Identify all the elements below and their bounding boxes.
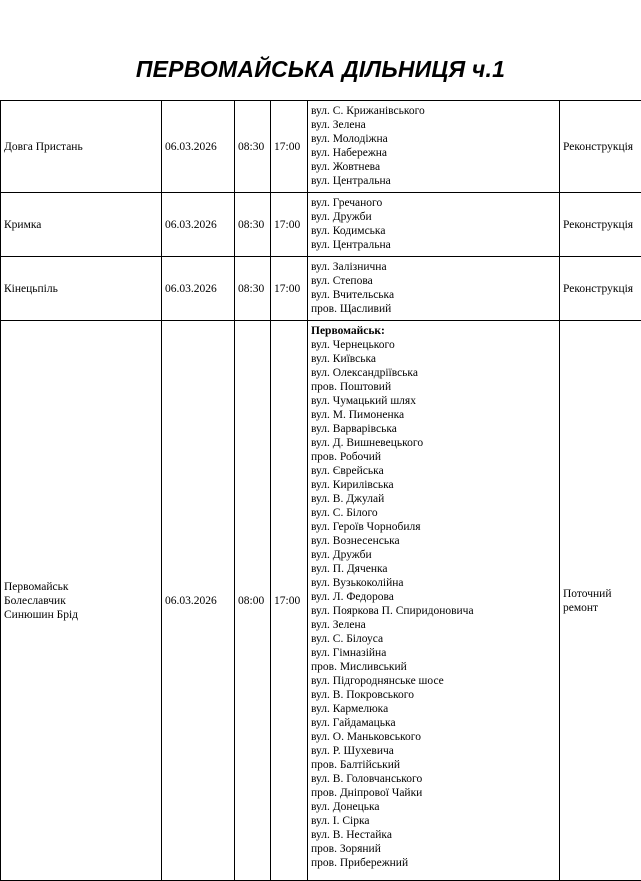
- street-item: вул. Степова: [311, 274, 556, 288]
- work-type-text: Реконструкція: [563, 218, 641, 232]
- table-row: [1, 193, 641, 257]
- street-item: вул. Центральна: [311, 238, 556, 252]
- streets-city-heading: Первомайськ:: [311, 324, 556, 338]
- street-item: вул. С. Білого: [311, 506, 556, 520]
- street-item: вул. В. Покровського: [311, 688, 556, 702]
- start-time-cell: 08:30: [235, 257, 271, 321]
- locality-name: Синюшин Брід: [4, 608, 158, 622]
- street-item: вул. І. Сірка: [311, 814, 556, 828]
- work-type-text: Поточний: [563, 587, 641, 601]
- start-time-cell: 08:30: [235, 193, 271, 257]
- work-type-cell: [560, 321, 641, 881]
- streets-cell: [308, 101, 560, 193]
- date-cell: 06.03.2026: [162, 193, 235, 257]
- locality-cell: [1, 321, 162, 881]
- work-type-cell: [560, 101, 641, 193]
- street-item: вул. В. Головчанського: [311, 772, 556, 786]
- street-item: вул. Пояркова П. Спиридоновича: [311, 604, 556, 618]
- start-time-cell: 08:00: [235, 321, 271, 881]
- street-item: вул. Молодіжна: [311, 132, 556, 146]
- end-time-cell: 17:00: [271, 193, 308, 257]
- street-item: вул. М. Пимоненка: [311, 408, 556, 422]
- street-item: вул. Вузькоколійна: [311, 576, 556, 590]
- work-type-text: ремонт: [563, 601, 641, 615]
- street-item: вул. Набережна: [311, 146, 556, 160]
- street-item: вул. Дружби: [311, 548, 556, 562]
- street-item: вул. Зелена: [311, 618, 556, 632]
- street-item: пров. Мисливський: [311, 660, 556, 674]
- street-item: вул. С. Білоуса: [311, 632, 556, 646]
- street-item: вул. П. Дяченка: [311, 562, 556, 576]
- work-type-text: Реконструкція: [563, 282, 641, 296]
- street-item: вул. Героїв Чорнобиля: [311, 520, 556, 534]
- street-item: вул. Варварівська: [311, 422, 556, 436]
- street-item: вул. Жовтнева: [311, 160, 556, 174]
- streets-cell: [308, 321, 560, 881]
- street-item: вул. Кирилівська: [311, 478, 556, 492]
- end-time-cell: 17:00: [271, 257, 308, 321]
- street-item: вул. С. Крижанівського: [311, 104, 556, 118]
- street-item: вул. Дружби: [311, 210, 556, 224]
- street-item: пров. Зоряний: [311, 842, 556, 856]
- end-time-cell: 17:00: [271, 321, 308, 881]
- work-type-text: Реконструкція: [563, 140, 641, 154]
- street-item: вул. Р. Шухевича: [311, 744, 556, 758]
- street-item: вул. Київська: [311, 352, 556, 366]
- work-type-cell: [560, 257, 641, 321]
- street-item: пров. Поштовий: [311, 380, 556, 394]
- locality-cell: [1, 101, 162, 193]
- locality-name: Кримка: [4, 218, 158, 232]
- locality-name: Довга Пристань: [4, 140, 158, 154]
- street-item: пров. Прибережний: [311, 856, 556, 870]
- street-item: вул. Чернецького: [311, 338, 556, 352]
- end-time-cell: 17:00: [271, 101, 308, 193]
- street-item: вул. В. Джулай: [311, 492, 556, 506]
- locality-cell: [1, 193, 162, 257]
- street-item: вул. Підгороднянське шосе: [311, 674, 556, 688]
- page-title: ПЕРВОМАЙСЬКА ДІЛЬНИЦЯ ч.1: [0, 56, 641, 83]
- street-item: вул. Єврейська: [311, 464, 556, 478]
- street-item: пров. Дніпрової Чайки: [311, 786, 556, 800]
- schedule-body: [1, 101, 641, 881]
- street-item: пров. Щасливий: [311, 302, 556, 316]
- street-item: вул. Кодимська: [311, 224, 556, 238]
- locality-name: Болеславчик: [4, 594, 158, 608]
- street-item: пров. Робочий: [311, 450, 556, 464]
- street-item: вул. Кармелюка: [311, 702, 556, 716]
- table-row: [1, 257, 641, 321]
- street-item: вул. Донецька: [311, 800, 556, 814]
- streets-cell: [308, 257, 560, 321]
- locality-name: Первомайськ: [4, 580, 158, 594]
- outage-schedule-table: [0, 100, 641, 881]
- street-item: вул. Зелена: [311, 118, 556, 132]
- street-item: пров. Балтійський: [311, 758, 556, 772]
- street-item: вул. В. Нестайка: [311, 828, 556, 842]
- locality-cell: [1, 257, 162, 321]
- street-item: вул. Олександріївська: [311, 366, 556, 380]
- date-cell: 06.03.2026: [162, 101, 235, 193]
- street-item: вул. Д. Вишневецького: [311, 436, 556, 450]
- street-item: вул. Вчительська: [311, 288, 556, 302]
- street-item: вул. Гречаного: [311, 196, 556, 210]
- locality-name: Кінецьпіль: [4, 282, 158, 296]
- street-item: вул. Вознесенська: [311, 534, 556, 548]
- street-item: вул. Центральна: [311, 174, 556, 188]
- work-type-cell: [560, 193, 641, 257]
- date-cell: 06.03.2026: [162, 321, 235, 881]
- street-item: вул. Гайдамацька: [311, 716, 556, 730]
- table-row: [1, 101, 641, 193]
- streets-cell: [308, 193, 560, 257]
- street-item: вул. Гімназійна: [311, 646, 556, 660]
- street-item: вул. Л. Федорова: [311, 590, 556, 604]
- start-time-cell: 08:30: [235, 101, 271, 193]
- street-item: вул. Залізнична: [311, 260, 556, 274]
- date-cell: 06.03.2026: [162, 257, 235, 321]
- street-item: вул. О. Маньковського: [311, 730, 556, 744]
- table-row: [1, 321, 641, 881]
- street-item: вул. Чумацький шлях: [311, 394, 556, 408]
